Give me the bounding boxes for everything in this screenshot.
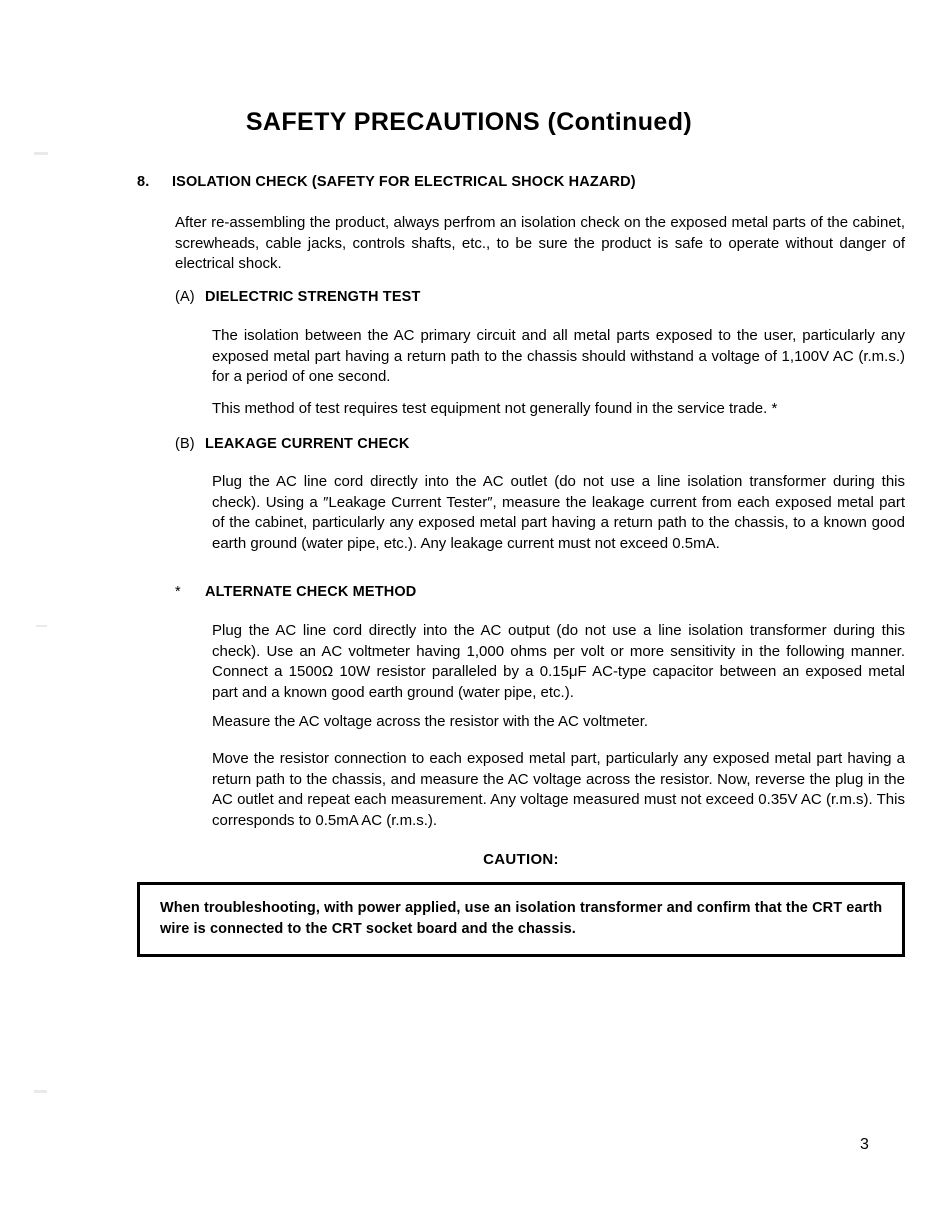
caution-text: When troubleshooting, with power applied, use an isolation transformer and confirm that the CRT earth wire is connected to the CRT socket board and the chassis. xyxy=(160,900,883,937)
section-number: 8. xyxy=(137,174,150,190)
subsection-marker-alternate: * xyxy=(175,584,181,600)
section-intro-paragraph: After re-assembling the product, always perfrom an isolation check on the exposed metal parts of the cabinet, screwheads, cable jacks, controls shafts, etc., to be sure the product is safe to operate without danger of electrical shock. xyxy=(175,214,905,272)
subsection-alternate-paragraph-1: Plug the AC line cord directly into the AC output (do not use a line isolation transformer during this check). Use an AC voltmeter having 1,000 ohms per volt or more sensitivity in the following manner. Connect a 1500Ω 10W resistor paralleled by a 0.15μF AC-type capacitor between an exposed metal part and a known good earth ground (water pipe, etc.). xyxy=(212,622,905,701)
caution-label: CAUTION: xyxy=(483,851,559,868)
subsection-alternate-paragraph-2: Measure the AC voltage across the resistor with the AC voltmeter. xyxy=(212,713,649,730)
caution-box xyxy=(137,882,905,957)
subsection-heading-alternate xyxy=(175,584,416,600)
subsection-heading-a xyxy=(175,289,420,305)
page-number: 3 xyxy=(860,1136,869,1153)
scan-artifact xyxy=(36,625,47,627)
subsection-a-paragraph-1: The isolation between the AC primary circuit and all metal parts exposed to the user, particularly any exposed metal part having a return path to the chassis should withstand a voltage of 1,100V AC (r.m.s.) for a period of one second. xyxy=(212,327,905,385)
subsection-heading-b xyxy=(175,436,410,452)
subsection-b-paragraph-1: Plug the AC line cord directly into the AC outlet (do not use a line isolation transformer during this check). Using a ″Leakage Current Tester″, measure the leakage current from each exposed metal part of the cabinet, particularly any exposed metal part having a return path to the chassis, to a known good earth ground (water pipe, etc.). Any leakage current must not exceed 0.5mA. xyxy=(212,473,905,552)
section-heading-text: ISOLATION CHECK (SAFETY FOR ELECTRICAL SHOCK HAZARD) xyxy=(172,174,636,190)
page-title: SAFETY PRECAUTIONS (Continued) xyxy=(245,108,693,136)
subsection-marker-b: (B) xyxy=(175,436,195,452)
subsection-title-a: DIELECTRIC STRENGTH TEST xyxy=(205,289,421,305)
subsection-a-paragraph-2: This method of test requires test equipment not generally found in the service trade. * xyxy=(212,400,778,417)
subsection-title-alternate: ALTERNATE CHECK METHOD xyxy=(205,584,417,600)
scan-artifact xyxy=(34,152,48,155)
subsection-marker-a: (A) xyxy=(175,289,195,305)
scan-artifact xyxy=(34,1090,47,1093)
subsection-title-b: LEAKAGE CURRENT CHECK xyxy=(205,436,410,452)
subsection-alternate-paragraph-3: Move the resistor connection to each exposed metal part, particularly any exposed metal part having a return path to the chassis, and measure the AC voltage across the resistor. Now, reverse the plug in the AC outlet and repeat each measurement. Any voltage measured must not exceed 0.35V AC (r.m.s). This corresponds to 0.5mA AC (r.m.s.). xyxy=(212,750,905,829)
section-heading xyxy=(137,174,907,190)
